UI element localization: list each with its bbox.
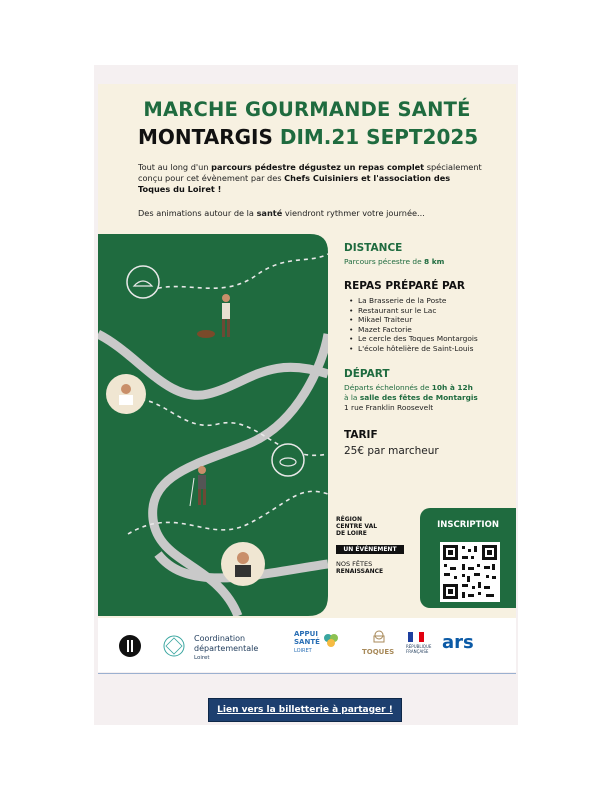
nos-fetes: NOS FÊTES xyxy=(336,560,373,568)
renaissance: RENAISSANCE xyxy=(336,568,384,575)
depart-address: 1 rue Franklin Roosevelt xyxy=(344,402,434,412)
network-globe-icon xyxy=(162,634,186,658)
poster-title: MARCHE GOURMANDE SANTÉ xyxy=(143,98,471,121)
depart-place xyxy=(344,393,516,403)
qr-code-icon[interactable] xyxy=(440,542,500,602)
intro-animations xyxy=(138,208,425,218)
inscription-label: INSCRIPTION xyxy=(437,520,499,530)
depart-place-label: à la xyxy=(344,392,360,402)
intro-bold: parcours pédestre dégustez un repas complet xyxy=(211,162,425,172)
depart-heading: DÉPART xyxy=(344,367,390,380)
appui-2: SANTÉ xyxy=(294,638,320,646)
ticketing-link-button[interactable]: Lien vers la billetterie à partager ! xyxy=(208,698,402,722)
inscription-panel xyxy=(420,508,516,608)
appui-1: APPUI xyxy=(294,630,318,638)
trail-map xyxy=(98,234,328,616)
distance-label: Parcours pécestre de xyxy=(344,257,424,266)
list-item: • L'école hôtelière de Saint-Louis xyxy=(358,344,516,354)
flower-logo-icon xyxy=(322,632,340,650)
list-item: • Le cercle des Toques Montargois xyxy=(358,334,516,344)
coordination-3: Loiret xyxy=(194,655,210,661)
repas-list xyxy=(344,296,516,354)
list-item: • Mikael Traiteur xyxy=(358,315,516,325)
intro-text xyxy=(138,162,483,195)
sponsor-logos xyxy=(336,516,412,596)
intro-part: viendront rythmer votre journée... xyxy=(282,208,425,218)
city: MONTARGIS xyxy=(138,125,273,149)
intro-part: spécialement conçu pour cet évènement par des xyxy=(138,162,482,183)
poster xyxy=(98,84,516,669)
divider xyxy=(98,673,516,674)
distance-heading: DISTANCE xyxy=(344,242,403,254)
republique-flag-icon xyxy=(408,632,424,642)
depart-time xyxy=(344,383,516,393)
depart-time-value: 10h à 12h xyxy=(431,382,473,392)
intro-bold: santé xyxy=(256,208,283,218)
list-item: • Mazet Factorie xyxy=(358,325,516,335)
list-item: • Restaurant sur le Lac xyxy=(358,306,516,316)
intro-part: Des animations autour de la xyxy=(138,208,257,218)
distance-text xyxy=(344,257,516,266)
repas-heading: REPAS PRÉPARÉ PAR xyxy=(344,280,466,292)
intro-part: Tout au long d'un xyxy=(138,162,212,172)
coordination-1: Coordination xyxy=(194,634,246,643)
fork-spoon-logo-icon xyxy=(118,634,142,658)
poster-subtitle xyxy=(138,125,478,149)
toques-label: TOQUES xyxy=(362,648,395,656)
tarif-text: 25€ par marcheur xyxy=(344,444,439,457)
event-date: DIM.21 SEPT2025 xyxy=(279,125,479,149)
info-panel xyxy=(344,242,516,457)
appui-3: LOIRET xyxy=(294,648,312,654)
intro-bold: Chefs Cuisiniers et l'association des Toques du Loiret ! xyxy=(138,173,451,194)
coordination-2: départementale xyxy=(194,644,259,653)
event-badge: UN ÉVÉNEMENT xyxy=(336,545,404,554)
distance-value: 8 km xyxy=(424,257,445,266)
region-logo: RÉGION CENTRE VAL DE LOIRE xyxy=(336,516,378,537)
depart-time-label: Départs échelonnés de xyxy=(344,382,432,392)
list-item: • La Brasserie de la Poste xyxy=(358,296,516,306)
depart-place-value: salle des fêtes de Montargis xyxy=(359,392,478,402)
ars-logo: ars xyxy=(442,632,474,653)
partner-logos xyxy=(98,618,516,672)
republique-label: RÉPUBLIQUE FRANÇAISE xyxy=(406,644,432,654)
tarif-heading: TARIF xyxy=(344,428,378,441)
toque-hat-icon xyxy=(372,630,386,644)
